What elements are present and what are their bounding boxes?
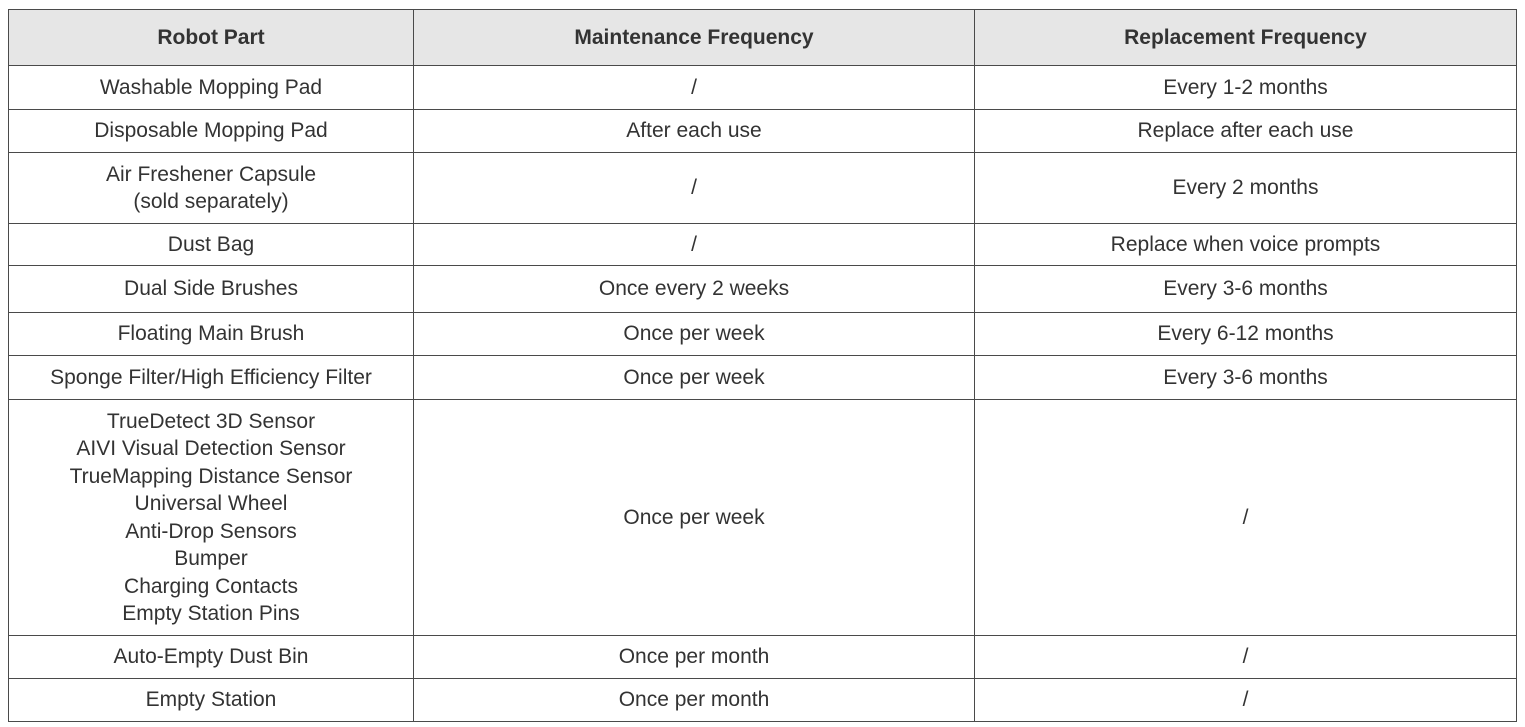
maintenance-frequency-cell: After each use xyxy=(414,110,975,153)
robot-part-name: TrueMapping Distance Sensor xyxy=(69,464,353,488)
robot-part-name: Floating Main Brush xyxy=(117,322,305,346)
robot-part-cell xyxy=(9,266,414,313)
replacement-frequency-cell: / xyxy=(975,679,1517,722)
table-row xyxy=(9,356,1517,400)
replacement-frequency-cell: Every 3-6 months xyxy=(975,356,1517,400)
robot-part-cell xyxy=(9,679,414,722)
replacement-frequency-cell: Replace after each use xyxy=(975,110,1517,153)
table-row xyxy=(9,400,1517,636)
header-replacement-frequency: Replacement Frequency xyxy=(975,10,1517,66)
maintenance-frequency-cell: Once per week xyxy=(414,356,975,400)
maintenance-table-container xyxy=(8,9,1517,722)
robot-part-cell xyxy=(9,636,414,679)
robot-part-name: Universal Wheel xyxy=(134,492,288,515)
maintenance-frequency-cell: Once every 2 weeks xyxy=(414,266,975,313)
robot-part-name: Auto-Empty Dust Bin xyxy=(113,645,309,669)
robot-part-cell xyxy=(9,356,414,400)
replacement-frequency-cell: / xyxy=(975,636,1517,679)
robot-part-name: Charging Contacts xyxy=(124,574,298,598)
table-row xyxy=(9,636,1517,679)
replacement-frequency-cell: Every 3-6 months xyxy=(975,266,1517,313)
robot-part-name: Dust Bag xyxy=(167,232,255,256)
robot-part-cell xyxy=(9,313,414,356)
maintenance-frequency-cell: / xyxy=(414,224,975,266)
table-row xyxy=(9,110,1517,153)
maintenance-frequency-cell: Once per month xyxy=(414,636,975,679)
robot-part-name: Empty Station Pins xyxy=(122,602,300,625)
robot-part-name: Air Freshener Capsule xyxy=(105,162,317,186)
replacement-frequency-cell: Every 6-12 months xyxy=(975,313,1517,356)
robot-part-name: Bumper xyxy=(174,547,248,570)
maintenance-frequency-cell: / xyxy=(414,153,975,224)
robot-part-name: AIVI Visual Detection Sensor xyxy=(76,437,346,460)
robot-part-name: Disposable Mopping Pad xyxy=(94,119,328,143)
robot-part-cell xyxy=(9,66,414,110)
header-maintenance-frequency: Maintenance Frequency xyxy=(414,10,975,66)
table-row xyxy=(9,266,1517,313)
robot-part-name: Dual Side Brushes xyxy=(124,277,298,301)
robot-part-cell xyxy=(9,400,414,636)
robot-part-name: Washable Mopping Pad xyxy=(99,75,323,99)
header-robot-part: Robot Part xyxy=(9,10,414,66)
robot-part-cell xyxy=(9,224,414,266)
table-row xyxy=(9,66,1517,110)
table-header-row xyxy=(9,10,1517,66)
replacement-frequency-cell: Replace when voice prompts xyxy=(975,224,1517,266)
table-row xyxy=(9,153,1517,224)
robot-part-name: TrueDetect 3D Sensor xyxy=(106,409,316,433)
maintenance-frequency-cell: Once per month xyxy=(414,679,975,722)
table-row xyxy=(9,313,1517,356)
robot-part-cell xyxy=(9,153,414,224)
robot-part-name: Empty Station xyxy=(145,688,277,712)
robot-part-note: (sold separately) xyxy=(133,190,289,213)
table-row xyxy=(9,224,1517,266)
robot-part-name: Anti-Drop Sensors xyxy=(125,519,297,543)
replacement-frequency-cell: / xyxy=(975,400,1517,636)
table-row xyxy=(9,679,1517,722)
maintenance-frequency-cell: / xyxy=(414,66,975,110)
maintenance-frequency-cell: Once per week xyxy=(414,400,975,636)
robot-part-cell xyxy=(9,110,414,153)
replacement-frequency-cell: Every 2 months xyxy=(975,153,1517,224)
replacement-frequency-cell: Every 1-2 months xyxy=(975,66,1517,110)
maintenance-table xyxy=(8,9,1517,722)
robot-part-name: Sponge Filter/High Efficiency Filter xyxy=(50,365,372,389)
maintenance-frequency-cell: Once per week xyxy=(414,313,975,356)
